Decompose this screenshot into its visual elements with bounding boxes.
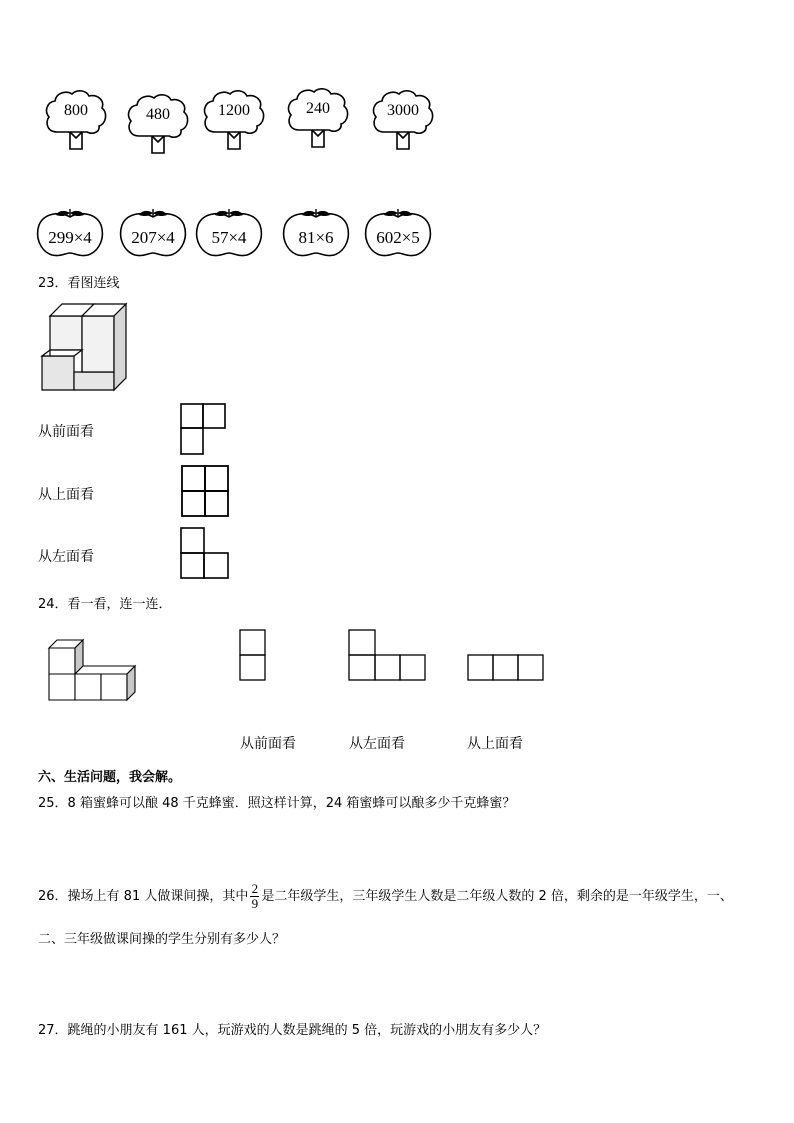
tree-card[interactable]: [125, 92, 191, 154]
tree-card[interactable]: [201, 88, 267, 150]
tree-card[interactable]: [370, 88, 436, 150]
apple-card[interactable]: [195, 207, 263, 257]
q24-view-left-label: 从左面看: [349, 736, 405, 752]
fraction: [250, 883, 259, 910]
q24-cube-figure: [46, 636, 138, 704]
tree-card[interactable]: [43, 88, 109, 150]
q23-view-option-2[interactable]: [180, 465, 230, 519]
q24-view-option-3[interactable]: [466, 652, 548, 684]
tree-number: 800: [64, 102, 88, 119]
apple-card[interactable]: [36, 207, 104, 257]
q23-view-option-1[interactable]: [180, 403, 228, 457]
tree-card[interactable]: [285, 86, 351, 148]
q24-view-option-1[interactable]: [238, 628, 268, 684]
q24-view-front-label: 从前面看: [240, 736, 296, 752]
q26-text: [38, 883, 733, 910]
q24-view-top-label: 从上面看: [467, 736, 523, 752]
q26-text-line2: 二、三年级做课间操的学生分别有多少人？: [38, 932, 286, 947]
apple-expression: 81×6: [298, 228, 334, 247]
tree-number: 3000: [387, 102, 419, 119]
tree-number: 1200: [218, 102, 250, 119]
q23-view-top-label: 从上面看: [38, 487, 94, 503]
apple-expression: 207×4: [131, 228, 175, 247]
q24-view-option-2[interactable]: [347, 628, 429, 684]
q24-title: 24．看一看，连一连．: [38, 597, 172, 612]
q23-view-option-3[interactable]: [180, 527, 230, 581]
tree-number: 240: [306, 100, 330, 117]
apple-card[interactable]: [282, 207, 350, 257]
q26-text-before: 26．操场上有 81 人做课间操，其中: [38, 889, 249, 904]
q26-text-after: 是二年级学生，三年级学生人数是二年级人数的 2 倍，剩余的是一年级学生，一、: [261, 889, 733, 904]
fraction-numerator: 2: [251, 881, 259, 896]
apple-expression: 602×5: [376, 228, 420, 247]
q23-view-left-label: 从左面看: [38, 549, 94, 565]
tree-number: 480: [146, 106, 170, 123]
fraction-denominator: 9: [251, 896, 259, 911]
apple-expression: 57×4: [211, 228, 247, 247]
q23-view-front-label: 从前面看: [38, 424, 94, 440]
q23-cube-figure: [38, 298, 132, 394]
apple-card[interactable]: [119, 207, 187, 257]
apple-expression: 299×4: [48, 228, 92, 247]
q27-text: 27．跳绳的小朋友有 161 人，玩游戏的人数是跳绳的 5 倍，玩游戏的小朋友有多少人？: [38, 1023, 547, 1038]
q23-title: 23．看图连线: [38, 276, 120, 291]
q25-text: 25．8 箱蜜蜂可以酿 48 千克蜂蜜．照这样计算，24 箱蜜蜂可以酿多少千克蜂蜜？: [38, 796, 516, 811]
apple-card[interactable]: [364, 207, 432, 257]
section-6-heading: 六、生活问题，我会解。: [38, 770, 182, 785]
